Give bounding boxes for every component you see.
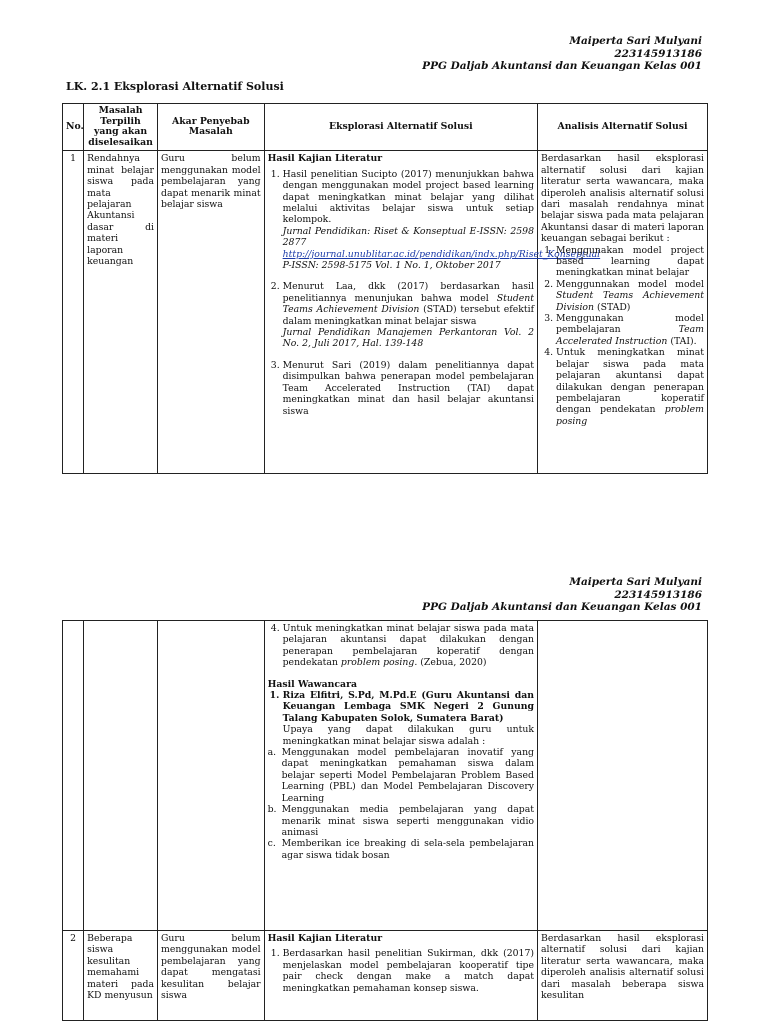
table-row — [63, 931, 708, 1021]
analysis-intro: Berdasarkan hasil eksplorasi alternatif solusi dari kajian literatur serta wawancara, maka diperoleh analisis alternatif solusi dari masalah rendahnya minat belajar siswa pada mata pelajaran Akuntansi dasar di materi laporan keuangan sebagai berikut : — [541, 153, 704, 245]
interviewee-name: 1. Riza Elfitri, S.Pd, M.Pd.E (Guru Akuntansi dan Keuangan Lembaga SMK Negeri 2 Gunung Talang Kabupaten Solok, Sumatera Barat) — [283, 690, 534, 724]
list-item — [556, 347, 704, 427]
analysis-cell — [538, 621, 708, 931]
header-no: No. — [63, 104, 84, 151]
problem-cell: Rendahnya minat belajar siswa pada mata pelajaran Akuntansi dasar di materi laporan keuangan — [84, 151, 158, 474]
table-header-row — [63, 104, 708, 151]
model-name: Student Teams Achievement Division — [282, 292, 535, 316]
analysis-cell: Berdasarkan hasil eksplorasi alternatif solusi dari kajian literatur serta wawancara, maka diperoleh analisis alternatif solusi dari masalah beberapa siswa kesulitan — [538, 931, 708, 1021]
row-number: 1 — [63, 151, 84, 474]
list-item — [283, 360, 534, 417]
point-text: Menggunakan model pembelajaran inovatif yang dapat meningkatkan pemahaman siswa dalam belajar seperti Model Pembelajaran Problem Based Learning (PBL) dan Model Pembelajaran Discovery Learning — [281, 747, 535, 804]
root-cause-cell: Guru belum menggunakan model pembelajaran yang dapat menarik minat belajar siswa — [158, 151, 265, 474]
journal-issn: P-ISSN: 2598-5175 Vol. 1 No. 1, Oktober 2017 — [282, 260, 501, 272]
literature-text: Untuk meningkatkan minat belajar siswa pada mata pelajaran akuntansi dapat dilakukan dengan penerapan pembelajaran koperatif dengan pendekatan — [282, 623, 535, 669]
analysis-list — [541, 245, 704, 428]
list-item — [268, 804, 534, 838]
problem-cell — [84, 621, 158, 931]
program-name: PPG Daljab Akuntansi dan Keuangan Kelas 001 — [422, 60, 702, 72]
interview-heading: Hasil Wawancara — [267, 678, 358, 690]
list-item — [283, 623, 534, 669]
literature-list — [268, 948, 534, 994]
model-name: Student Teams Achievement Division — [556, 290, 704, 313]
page-header-2 — [422, 576, 702, 614]
literature-text: (STAD) tersebut efektif dalam meningkatkan minat belajar siswa — [282, 304, 535, 327]
author-name: Maiperta Sari Mulyani — [569, 35, 702, 47]
interview-points — [268, 747, 534, 861]
literature-text: Menurut Sari (2019) dalam penelitiannya dapat disimpulkan bahwa penerapan model pembelajaran Team Accelerated Instruction (TAI) dapat meningkatkan minat dan hasil belajar akuntansi siswa — [282, 359, 535, 417]
problem-cell: Beberapa siswa kesulitan memahami materi pada KD menyusun — [84, 931, 158, 1021]
list-item — [282, 168, 601, 272]
literature-heading: Hasil Kajian Literatur — [267, 153, 383, 165]
list-item — [556, 279, 704, 313]
page-header — [422, 35, 702, 73]
literature-text: Menurut Laa, dkk (2017) berdasarkan hasil penelitiannya menunjukan bahwa model — [282, 281, 535, 304]
model-name: problem posing — [556, 404, 704, 427]
author-nim: 223145913186 — [614, 47, 702, 60]
list-marker: b. — [267, 804, 277, 816]
literature-list — [268, 623, 534, 669]
literature-list — [268, 168, 601, 417]
point-text: Menggunakan media pembelajaran yang dapat menarik minat siswa seperti menggunakan vidio animasi — [281, 804, 535, 838]
citation: (Zebua, 2020) — [417, 657, 487, 669]
header-eksplorasi: Eksplorasi Alternatif Solusi — [264, 104, 537, 151]
point-text: Memberikan ice breaking di sela-sela pembelajaran agar siswa tidak bosan — [281, 838, 535, 861]
interview-list — [268, 690, 534, 724]
table-row — [63, 151, 708, 474]
analysis-text: (TAI). — [667, 335, 697, 347]
author-name: Maiperta Sari Mulyani — [569, 576, 702, 588]
list-item — [283, 281, 534, 349]
analysis-cell — [538, 151, 708, 474]
analysis-text: Untuk meningkatkan minat belajar siswa pada mata pelajaran akuntansi dapat dilakukan dengan penerapan pembelajaran koperatif dengan pendekatan — [556, 347, 704, 416]
exploration-cell — [264, 151, 601, 474]
journal-ref: Jurnal Pendidikan: Riset & Konseptual E-ISSN: 2598 2877 — [282, 225, 535, 249]
list-item — [268, 838, 534, 861]
solution-table — [62, 103, 708, 474]
program-name: PPG Daljab Akuntansi dan Keuangan Kelas 001 — [422, 601, 702, 613]
table-row — [63, 621, 708, 931]
list-item — [268, 747, 534, 804]
journal-ref: Jurnal Pendidikan Manajemen Perkantoran Vol. 2 No. 2, Juli 2017, Hal. 139-148 — [282, 327, 535, 350]
document-title: LK. 2.1 Eksplorasi Alternatif Solusi — [66, 80, 284, 93]
model-name: Team Accelerated Instruction — [556, 324, 704, 347]
author-nim: 223145913186 — [614, 588, 702, 601]
journal-link[interactable]: http://journal.unublitar.ac.id/pendidikan/indx.php/Riset_Konseptual — [282, 248, 601, 260]
method-name: problem posing. — [340, 657, 418, 669]
row-number — [63, 621, 84, 931]
literature-text: Hasil penelitian Sucipto (2017) menunjukkan bahwa dengan menggunakan model project based learning dapat meningkatkan minat belajar yang dilihat melalui aktivitas belajar siswa untuk setiap kelompok. — [282, 168, 535, 226]
interview-intro: Upaya yang dapat dilakukan guru untuk meningkatkan minat belajar siswa adalah : — [282, 724, 535, 747]
list-item: 1. Menggunakan model project based learning dapat meningkatkan minat belajar — [556, 245, 704, 279]
literature-heading: Hasil Kajian Literatur — [267, 933, 383, 944]
row-number: 2 — [63, 931, 84, 1021]
solution-table-continued — [62, 620, 708, 1021]
list-marker: a. — [267, 747, 277, 759]
analysis-text: (STAD) — [594, 301, 631, 313]
exploration-cell — [264, 621, 537, 931]
list-item: 1. Berdasarkan hasil penelitian Sukirman, dkk (2017) menjelaskan model pembelajaran kooperatif tipe pair check dengan make a match dapat meningkatkan pemahaman konsep siswa. — [283, 948, 534, 994]
header-masalah: Masalah Terpilih yang akan diselesaikan — [84, 104, 158, 151]
exploration-cell — [264, 931, 537, 1021]
analysis-text: Menggunnakan model model — [556, 278, 704, 290]
header-analisis: Analisis Alternatif Solusi — [538, 104, 708, 151]
root-cause-cell — [158, 621, 265, 931]
analysis-text: Menggunakan model pembelajaran — [556, 313, 704, 336]
list-item — [556, 313, 704, 347]
list-marker: c. — [267, 838, 276, 850]
header-akar: Akar Penyebab Masalah — [158, 104, 265, 151]
root-cause-cell: Guru belum menggunakan model pembelajaran yang dapat mengatasi kesulitan belajar siswa — [158, 931, 265, 1021]
